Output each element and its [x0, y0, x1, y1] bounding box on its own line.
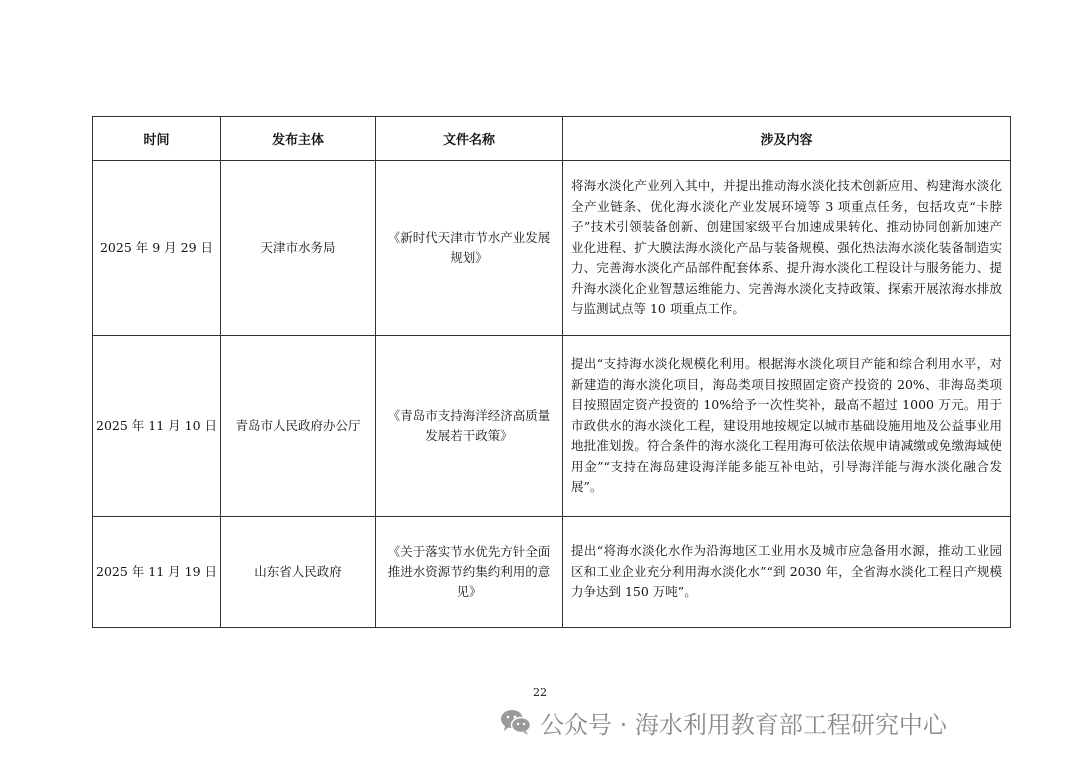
table-row	[93, 517, 1011, 628]
policy-table	[92, 116, 1011, 628]
header-issuer: 发布主体	[221, 117, 376, 161]
cell-issuer: 青岛市人民政府办公厅	[221, 336, 376, 517]
page-number: 22	[533, 686, 547, 699]
cell-file-name: 《青岛市支持海洋经济高质量发展若干政策》	[376, 336, 563, 517]
cell-issuer: 山东省人民政府	[221, 517, 376, 628]
header-content: 涉及内容	[563, 117, 1011, 161]
cell-content: 提出“将海水淡化水作为沿海地区工业用水及城市应急备用水源，推动工业园区和工业企业充分利用海水淡化水”“到 2030 年，全省海水淡化工程日产规模力争达到 150 万吨”。	[563, 517, 1011, 628]
table-row	[93, 161, 1011, 336]
watermark-text: 公众号 · 海水利用教育部工程研究中心	[540, 710, 947, 739]
cell-date: 2025 年 11 月 10 日	[93, 336, 221, 517]
cell-date: 2025 年 9 月 29 日	[93, 161, 221, 336]
cell-content: 将海水淡化产业列入其中，并提出推动海水淡化技术创新应用、构建海水淡化全产业链条、优化海水淡化产业发展环境等 3 项重点任务，包括攻克“卡脖子”技术引领装备创新、创建国家级平台加速成果转化、推动协同创新加速产业化进程、扩大膜法海水淡化产品与装备规模、强化热法海水淡化装备制造实力、完善海水淡化产品部件配套体系、提升海水淡化工程设计与服务能力、提升海水淡化企业智慧运维能力、完善海水淡化支持政策、探索开展浓海水排放与监测试点等 10 项重点工作。	[563, 161, 1011, 336]
table-row	[93, 336, 1011, 517]
cell-file-name: 《新时代天津市节水产业发展规划》	[376, 161, 563, 336]
table-header-row	[93, 117, 1011, 161]
wechat-icon	[500, 708, 532, 736]
cell-date: 2025 年 11 月 19 日	[93, 517, 221, 628]
cell-content: 提出“支持海水淡化规模化利用。根据海水淡化项目产能和综合利用水平，对新建造的海水淡化项目，海岛类项目按照固定资产投资的 20%、非海岛类项目按照固定资产投资的 10%给予一次性奖补，最高不超过 1000 万元。用于市政供水的海水淡化工程，建设用地按规定以城市基础设施用地及公益事业用地批准划拨。符合条件的海水淡化工程用海可依法依规申请减缴或免缴海域使用金”“支持在海岛建设海洋能多能互补电站，引导海洋能与海水淡化融合发展”。	[563, 336, 1011, 517]
watermark	[500, 702, 947, 742]
header-file-name: 文件名称	[376, 117, 563, 161]
cell-file-name: 《关于落实节水优先方针全面推进水资源节约集约利用的意见》	[376, 517, 563, 628]
header-time: 时间	[93, 117, 221, 161]
cell-issuer: 天津市水务局	[221, 161, 376, 336]
